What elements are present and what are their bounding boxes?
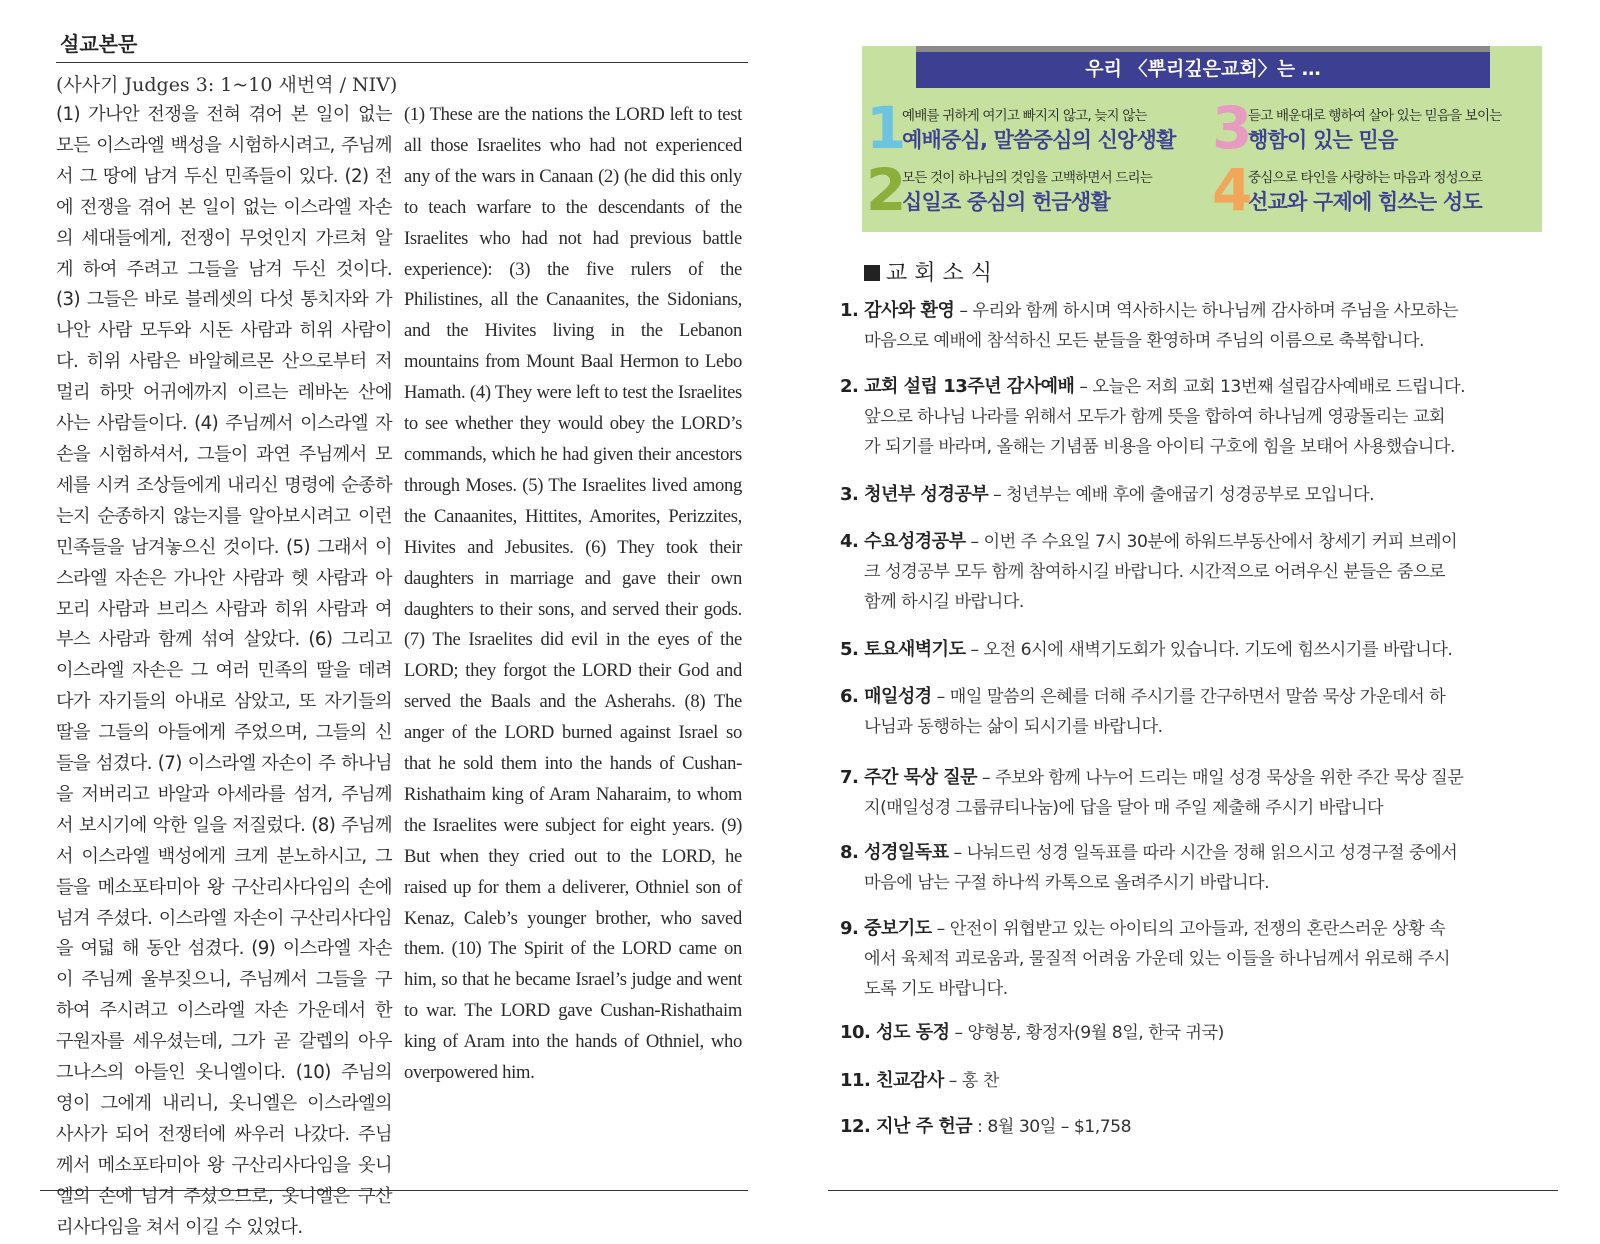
news-item-title: 2. 교회 설립 13주년 감사예배	[840, 376, 1075, 397]
news-item-line: – 양형봉, 황정자(9월 8일, 한국 귀국)	[954, 1023, 1224, 1043]
news-item-line: – 오전 6시에 새벽기도회가 있습니다. 기도에 힘쓰시기를 바랍니다.	[970, 640, 1453, 660]
news-item-title: 9. 중보기도	[840, 918, 932, 939]
value-number: 4	[1212, 156, 1253, 224]
news-item-line: – 청년부는 예배 후에 출애굽기 성경공부로 모입니다.	[993, 485, 1375, 505]
value-title: 십일조 중심의 헌금생활	[902, 190, 1110, 214]
news-item-line: 마음에 남는 구절 하나씩 카톡으로 올려주시기 바랍니다.	[864, 873, 1270, 893]
bottom-divider-right	[828, 1190, 1558, 1191]
news-item-line: 에서 육체적 괴로움과, 물질적 어려움 가운데 있는 이들을 하나님께서 위로해 주시	[864, 949, 1451, 969]
news-item	[840, 372, 1540, 462]
news-item	[840, 1066, 1540, 1096]
value-number: 1	[866, 94, 907, 162]
news-item-line: – 매일 말씀의 은혜를 더해 주시기를 간구하면서 말씀 묵상 가운데서 하	[936, 687, 1446, 707]
news-item	[840, 838, 1540, 898]
value-title: 선교와 구제에 힘쓰는 성도	[1248, 190, 1482, 214]
sermon-section-title: 설교본문	[60, 32, 138, 56]
news-item-line: – 이번 주 수요일 7시 30분에 하워드부동산에서 창세기 커피 브레이	[970, 532, 1458, 552]
left-page	[0, 0, 760, 1237]
value-subtitle: 모든 것이 하나님의 것임을 고백하면서 드리는	[902, 170, 1153, 186]
news-item-title: 4. 수요성경공부	[840, 531, 966, 552]
news-item-line: – 홍 찬	[948, 1071, 999, 1091]
news-item-title: 5. 토요새벽기도	[840, 639, 966, 660]
news-item-title: 8. 성경일독표	[840, 842, 949, 863]
news-item-line: – 오늘은 저희 교회 13번째 설립감사예배로 드립니다.	[1079, 377, 1466, 397]
bottom-divider-left	[40, 1190, 748, 1191]
news-item-title: 11. 친교감사	[840, 1070, 944, 1091]
value-number: 2	[866, 156, 907, 224]
value-subtitle: 예배를 귀하게 여기고 빠지지 않고, 늦지 않는	[902, 108, 1147, 124]
news-item-line: 나님과 동행하는 삶이 되시기를 바랍니다.	[864, 717, 1163, 737]
news-item	[840, 635, 1540, 665]
news-item	[840, 914, 1540, 1004]
news-item-line: 함께 하시길 바랍니다.	[864, 592, 1024, 612]
church-values-banner	[862, 46, 1542, 232]
news-item	[840, 296, 1540, 356]
church-news-heading-text: 교 회 소 식	[886, 261, 992, 286]
news-item-line: – 안전이 위협받고 있는 아이티의 고아들과, 전쟁의 혼란스러운 상황 속	[936, 919, 1446, 939]
value-number: 3	[1212, 94, 1253, 162]
news-item-title: 6. 매일성경	[840, 686, 932, 707]
news-item-title: 1. 감사와 환영	[840, 300, 955, 321]
news-item	[840, 1112, 1540, 1142]
news-item-line: – 주보와 함께 나누어 드리는 매일 성경 묵상을 위한 주간 묵상 질문	[981, 768, 1464, 788]
right-page	[800, 0, 1600, 1237]
news-item-title: 12. 지난 주 헌금	[840, 1116, 973, 1137]
news-item-line: : 8월 30일 – $1,758	[977, 1117, 1131, 1137]
news-item-line: 크 성경공부 모두 함께 참여하시길 바랍니다. 시간적으로 어려우신 분들은 줌으로	[864, 562, 1446, 582]
news-item	[840, 1018, 1540, 1048]
news-item-line: 지(매일성경 그룹큐티나눔)에 답을 달아 매 주일 제출해 주시기 바랍니다	[864, 798, 1384, 818]
news-item-line: 도록 기도 바랍니다.	[864, 979, 1008, 999]
news-item-title: 7. 주간 묵상 질문	[840, 767, 977, 788]
news-item-line: 마음으로 예배에 참석하신 모든 분들을 환영하며 주님의 이름으로 축복합니다.	[864, 331, 1424, 351]
church-news-heading	[864, 256, 992, 287]
title-divider	[56, 62, 748, 63]
news-item-line: – 나눠드린 성경 일독표를 따라 시간을 정해 읽으시고 성경구절 중에서	[953, 843, 1458, 863]
value-title: 예배중심, 말씀중심의 신앙생활	[902, 128, 1176, 152]
news-item	[840, 763, 1540, 823]
scripture-english-text: (1) These are the nations the LORD left to test all those Israelites who had not experienced any of the wars in Canaan (2) (he did this only to teach warfare to the descendants of the Israelites who had not had previous battle experience): (3) the five rulers of the Philistines, all the Canaanites, the Sidonians, and the Hivites living in the Lebanon mountains from Mount Baal Hermon to Lebo Hamath. (4) They were left to test the Israelites to see whether they would obey the LORD’s commands, which he had given their ancestors through Moses. (5) The Israelites lived among the Canaanites, Hittites, Amorites, Perizzites, Hivites and Jebusites. (6) They took their daughters in marriage and gave their own daughters to their sons, and served their gods. (7) The Israelites did evil in the eyes of the LORD; they forgot the LORD their God and served the Baals and the Asherahs. (8) The anger of the LORD burned against Israel so that he sold them into the hands of Cushan-Rishathaim king of Aram Naharaim, to whom the Israelites were subject for eight years. (9) But when they cried out to the LORD, he raised up for them a deliverer, Othniel son of Kenaz, Caleb’s younger brother, who saved them. (10) The Spirit of the LORD came on him, so that he became Israel’s judge and went to war. The LORD gave Cushan-Rishathaim king of Aram into the hands of Othniel, who overpowered him.	[404, 104, 742, 1084]
news-item-line: 가 되기를 바라며, 올해는 기념품 비용을 아이티 구호에 힘을 보태어 사용했습니다.	[864, 437, 1455, 457]
news-item-line: 앞으로 하나님 나라를 위해서 모두가 함께 뜻을 합하여 하나님께 영광돌리는 교회	[864, 407, 1446, 427]
news-item	[840, 682, 1540, 742]
news-item-title: 10. 성도 동정	[840, 1022, 950, 1043]
news-item	[840, 480, 1540, 510]
news-item-title: 3. 청년부 성경공부	[840, 484, 989, 505]
square-bullet-icon	[864, 265, 880, 281]
news-item	[840, 527, 1540, 617]
news-item-line: – 우리와 함께 하시며 역사하시는 하나님께 감사하며 주님을 사모하는	[959, 301, 1459, 321]
value-subtitle: 듣고 배운대로 행하여 살아 있는 믿음을 보이는	[1248, 108, 1502, 124]
banner-title: 우리 〈뿌리깊은교회〉는 …	[916, 46, 1490, 88]
scripture-korean-text: (1) 가나안 전쟁을 전혀 겪어 본 일이 없는 모든 이스라엘 백성을 시험하시려고, 주님께서 그 땅에 남겨 두신 민족들이 있다. (2) 전에 전쟁을 겪어 본 일이 없는 이스라엘 자손의 세대들에게, 전쟁이 무엇인지 가르쳐 알게 하여 주려고 그들을 남겨 두신 것이다. (3) 그들은 바로 블레셋의 다섯 통치자와 가나안 사람 모두와 시돈 사람과 히위 사람이다. 히위 사람은 바알헤르몬 산으로부터 저 멀리 하맛 어귀에까지 이르는 레바논 산에 사는 사람들이다. (4) 주님께서 이스라엘 자손을 시험하셔서, 그들이 과연 주님께서 모세를 시켜 조상들에게 내리신 명령에 순종하는지 순종하지 않는지를 알아보시려고 이런 민족들을 남겨놓으신 것이다. (5) 그래서 이스라엘 자손은 가나안 사람과 헷 사람과 아모리 사람과 브리스 사람과 히위 사람과 여부스 사람과 함께 섞여 살았다. (6) 그리고 이스라엘 자손은 그 여러 민족의 딸을 데려다가 자기들의 아내로 삼았고, 또 자기들의 딸을 그들의 아들에게 주었으며, 그들의 신들을 섬겼다. (7) 이스라엘 자손이 주 하나님을 저버리고 바알과 아세라를 섬겨, 주님께서 보시기에 악한 일을 저질렀다. (8) 주님께서 이스라엘 백성에게 크게 분노하시고, 그들을 메소포타미아 왕 구산리사다임의 손에 넘겨 주셨다. 이스라엘 자손이 구산리사다임을 여덟 해 동안 섬겼다. (9) 이스라엘 자손이 주님께 울부짖으니, 주님께서 그들을 구하여 주시려고 이스라엘 자손 가운데서 한 구원자를 세우셨는데, 그가 곧 갈렙의 아우 그나스의 아들인 옷니엘이다. (10) 주님의 영이 그에게 내리니, 옷니엘은 이스라엘의 사사가 되어 전쟁터에 싸우러 나갔다. 주님께서 메소포타미아 왕 구산리사다임을 옷니엘의 손에 넘겨 주셨으므로, 옷니엘은 구산리사다임을 쳐서 이길 수 있었다.	[56, 104, 392, 1238]
value-subtitle: 중심으로 타인을 사랑하는 마음과 정성으로	[1248, 170, 1483, 186]
value-title: 행함이 있는 믿음	[1248, 128, 1398, 152]
scripture-reference: (사사기 Judges 3: 1~10 새번역 / NIV)	[56, 74, 398, 96]
